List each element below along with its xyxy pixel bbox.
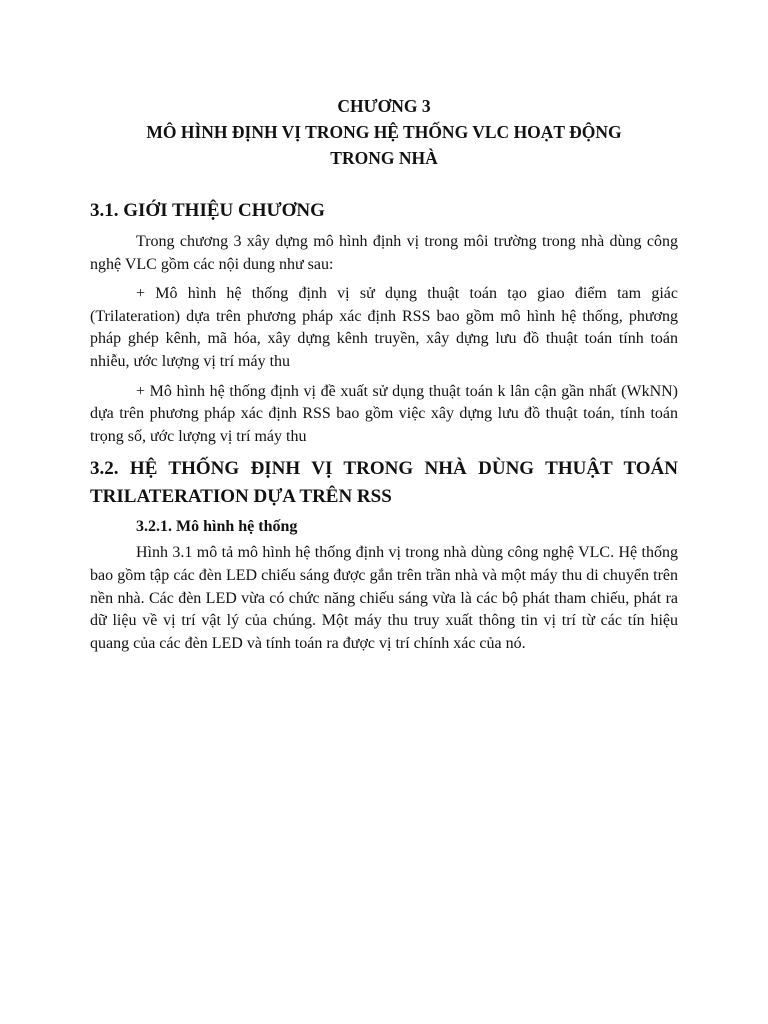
paragraph-bullet-wknn: + Mô hình hệ thống định vị đề xuất sử dụng thuật toán k lân cận gần nhất (WkNN) dựa trên phương pháp xác định RSS bao gồm việc xây dựng lưu đồ thuật toán, tính toán trọng số, ước lượng vị trí máy thu [90, 382, 678, 445]
document-page [90, 93, 678, 662]
subsection-heading-3-2-1: 3.2.1. Mô hình hệ thống [136, 518, 298, 536]
chapter-title-line-1: MÔ HÌNH ĐỊNH VỊ TRONG HỆ THỐNG VLC HOẠT ĐỘNG [146, 122, 622, 142]
section-heading-3-1: 3.1. GIỚI THIỆU CHƯƠNG [90, 200, 325, 221]
paragraph-intro: Trong chương 3 xây dựng mô hình định vị trong môi trường trong nhà dùng công nghệ VLC gồm các nội dung như sau: [90, 233, 678, 273]
section-heading-3-2: 3.2. HỆ THỐNG ĐỊNH VỊ TRONG NHÀ DÙNG THUẬT TOÁN TRILATERATION DỰA TRÊN RSS [90, 458, 678, 508]
paragraph-system-model: Hình 3.1 mô tả mô hình hệ thống định vị trong nhà dùng công nghệ VLC. Hệ thống bao gồm tập các đèn LED chiếu sáng được gắn trên trần nhà và một máy thu di chuyển trên nền nhà. Các đèn LED vừa có chức năng chiếu sáng vừa là các bộ phát tham chiếu, phát ra dữ liệu về vị trí vật lý của chúng. Một máy thu truy xuất thông tin vị trí từ các tín hiệu quang của các đèn LED và tính toán ra được vị trí chính xác của nó. [90, 544, 678, 652]
chapter-title-line-2: TRONG NHÀ [330, 148, 438, 168]
paragraph-bullet-trilateration: + Mô hình hệ thống định vị sử dụng thuật toán tạo giao điểm tam giác (Trilateration) dựa trên phương pháp xác định RSS bao gồm mô hình hệ thống, phương pháp ghép kênh, mã hóa, xây dựng kênh truyền, xây dựng lưu đồ thuật toán tính toán nhiễu, ước lượng vị trí máy thu [90, 285, 678, 370]
chapter-heading [90, 93, 678, 171]
chapter-number: CHƯƠNG 3 [337, 96, 431, 116]
